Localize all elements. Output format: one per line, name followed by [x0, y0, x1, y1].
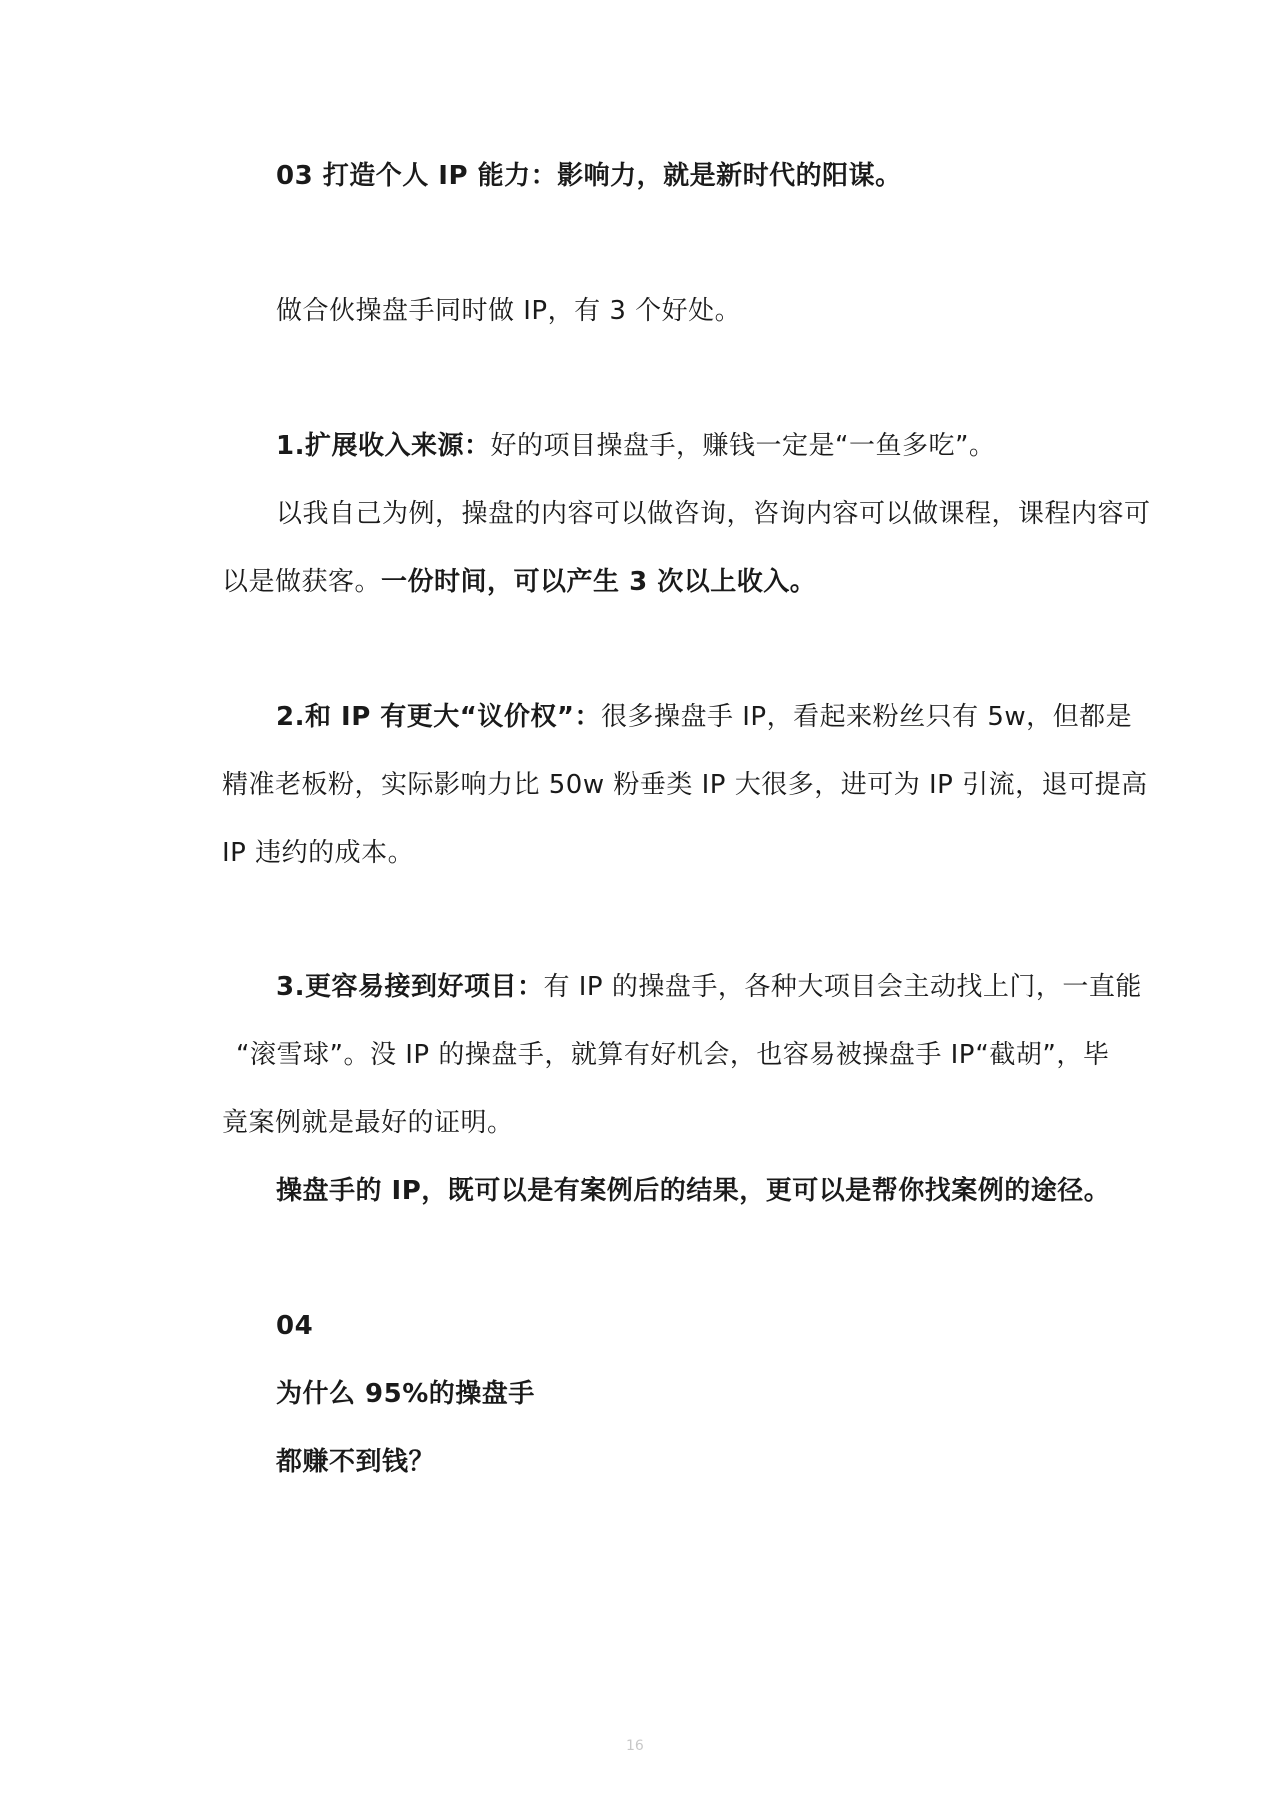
section-04-title-line-1: 为什么 95%的操盘手	[276, 1379, 535, 1409]
point-3-title: 3.更容易接到好项目：	[276, 972, 544, 1002]
point-2-line-1	[276, 700, 1132, 734]
page-number: 16	[626, 1738, 644, 1754]
point-1-title: 1.扩展收入来源：	[276, 431, 491, 461]
point-1-body-prefix: 以是做获客。	[222, 567, 382, 597]
point-2-line-2: 精准老板粉，实际影响力比 50w 粉垂类 IP 大很多，进可为 IP 引流，退可提高	[222, 770, 1148, 800]
point-3-line-1	[276, 970, 1142, 1004]
section-04-title-line-2: 都赚不到钱？	[276, 1447, 436, 1477]
point-3-line-1-rest: 有 IP 的操盘手，各种大项目会主动找上门，一直能	[543, 972, 1142, 1002]
section-03-intro: 做合伙操盘手同时做 IP，有 3 个好处。	[276, 296, 742, 326]
point-1-text: 好的项目操盘手，赚钱一定是“一鱼多吃”。	[490, 431, 996, 461]
point-1-line-1	[276, 429, 995, 463]
point-3-line-3: 竟案例就是最好的证明。	[222, 1108, 514, 1138]
point-2-title: 2.和 IP 有更大“议价权”：	[276, 702, 601, 732]
point-2-line-3: IP 违约的成本。	[222, 838, 415, 868]
point-1-body-emphasis: 一份时间，可以产生 3 次以上收入。	[381, 567, 817, 597]
section-03-heading: 03 打造个人 IP 能力：影响力，就是新时代的阳谋。	[276, 161, 902, 191]
point-3-line-2: “滚雪球”。没 IP 的操盘手，就算有好机会，也容易被操盘手 IP“截胡”，毕	[236, 1040, 1110, 1070]
point-1-body-line-1: 以我自己为例，操盘的内容可以做咨询，咨询内容可以做课程，课程内容可	[276, 499, 1151, 529]
section-04-number: 04	[276, 1311, 314, 1341]
point-1-body-line-2	[222, 565, 816, 599]
point-2-line-1-rest: 很多操盘手 IP，看起来粉丝只有 5w，但都是	[600, 702, 1133, 732]
section-03-conclusion: 操盘手的 IP，既可以是有案例后的结果，更可以是帮你找案例的途径。	[276, 1176, 1111, 1206]
